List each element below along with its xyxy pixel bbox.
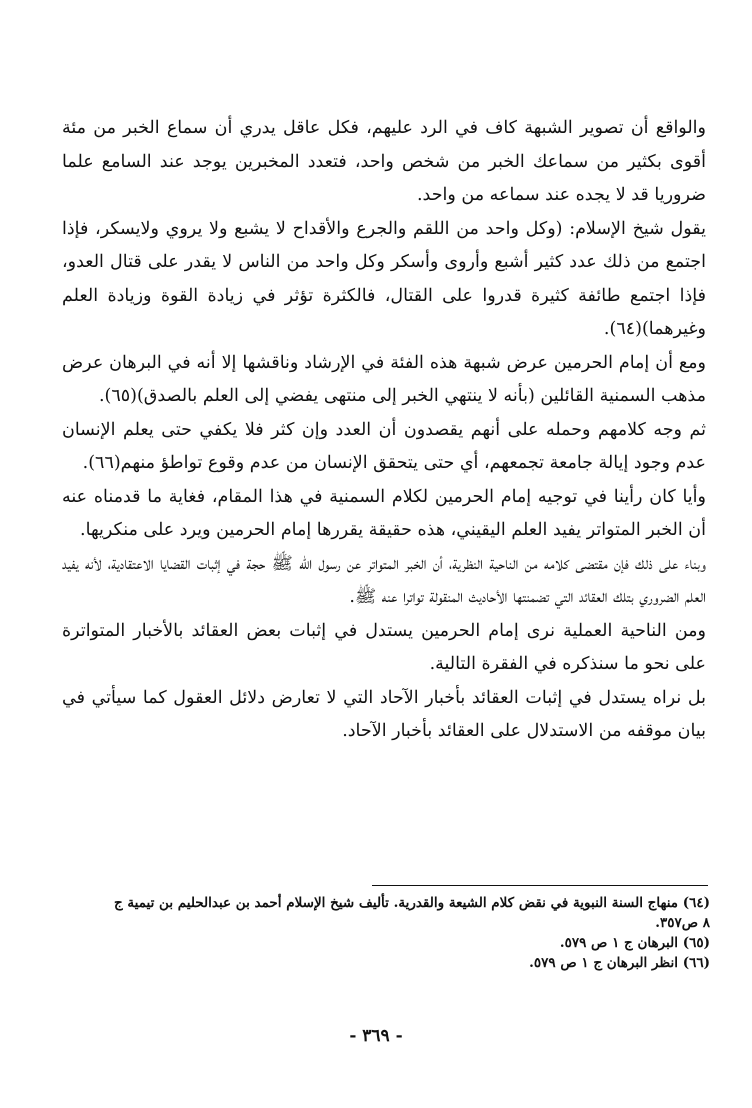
paragraph-2: يقول شيخ الإسلام: (وكل واحد من اللقم والجرع والأقداح لا يشبع ولا يروي ولايسكر، فإذا اجتمع من ذلك عدد كثير أشبع وأروى وأسكر وكل واحد من الناس لا يقدر على قتال العدو، فإذا اجتمع طائفة كثيرة قدروا على القتال، فالكثرة تؤثر في زيادة القوة وزيادة العلم وغيرهما)(٦٤). (62, 218, 706, 339)
footnotes (110, 893, 710, 973)
paragraph-1: والواقع أن تصوير الشبهة كاف في الرد عليهم، فكل عاقل يدري أن سماع الخبر من مئة أقوى بكثير من سماعك الخبر من شخص واحد، فتعدد المخبرين يوجد عند السامع علما ضروريا قد لا يجده عند سماعه من واحد. (62, 118, 706, 205)
footnote-65: (٦٥) البرهان ج ١ ص ٥٧٩. (559, 935, 710, 951)
footnote-64: (٦٤) منهاج السنة النبوية في نقض كلام الشيعة والقدرية. تأليف شيخ الإسلام أحمد بن عبدالحليم بن تيمية ج ٨ ص٣٥٧. (113, 895, 710, 931)
paragraph-5: وأيا كان رأينا في توجيه إمام الحرمين لكلام السمنية في هذا المقام، فغاية ما قدمناه عنه أن الخبر المتواتر يفيد العلم اليقيني، هذه حقيقة يقررها إمام الحرمين ويرد على منكريها. (62, 486, 706, 540)
paragraph-8: بل نراه يستدل في إثبات العقائد بأخبار الآحاد التي لا تعارض دلائل العقول كما سيأتي في بيان موقفه من الاستدلال على العقائد بأخبار الآحاد. (62, 687, 706, 741)
paragraph-7: ومن الناحية العملية نرى إمام الحرمين يستدل في إثبات بعض العقائد بالأخبار المتواترة على نحو ما سنذكره في الفقرة التالية. (62, 620, 706, 674)
footnote-66: (٦٦) انظر البرهان ج ١ ص ٥٧٩. (529, 955, 710, 971)
paragraph-3: ومع أن إمام الحرمين عرض شبهة هذه الفئة في الإرشاد وناقشها إلا أنه في البرهان عرض مذهب السمنية القائلين (بأنه لا ينتهي الخبر إلى منتهى يفضي إلى العلم بالصدق)(٦٥). (62, 352, 706, 406)
footnote-separator (372, 885, 708, 886)
page-number: - ٣٦٩ - (349, 1026, 403, 1046)
main-text (62, 112, 706, 749)
paragraph-6: وبناء على ذلك فإن مقتضى كلامه من الناحية النظرية، أن الخبر المتواتر عن رسول الله ﷺ حجة في إثبات القضايا الاعتقادية، لأنه يفيد العلم الضروري بتلك العقائد التي تضمنتها الأحاديث المنقولة تواترا عنه ﷺ. (62, 553, 706, 607)
paragraph-4: ثم وجه كلامهم وحمله على أنهم يقصدون أن العدد وإن كثر فلا يكفي حتى يعلم الإنسان عدم وجود إيالة جامعة تجمعهم، أي حتى يتحقق الإنسان من عدم وقوع تواطؤ منهم(٦٦). (62, 419, 706, 473)
